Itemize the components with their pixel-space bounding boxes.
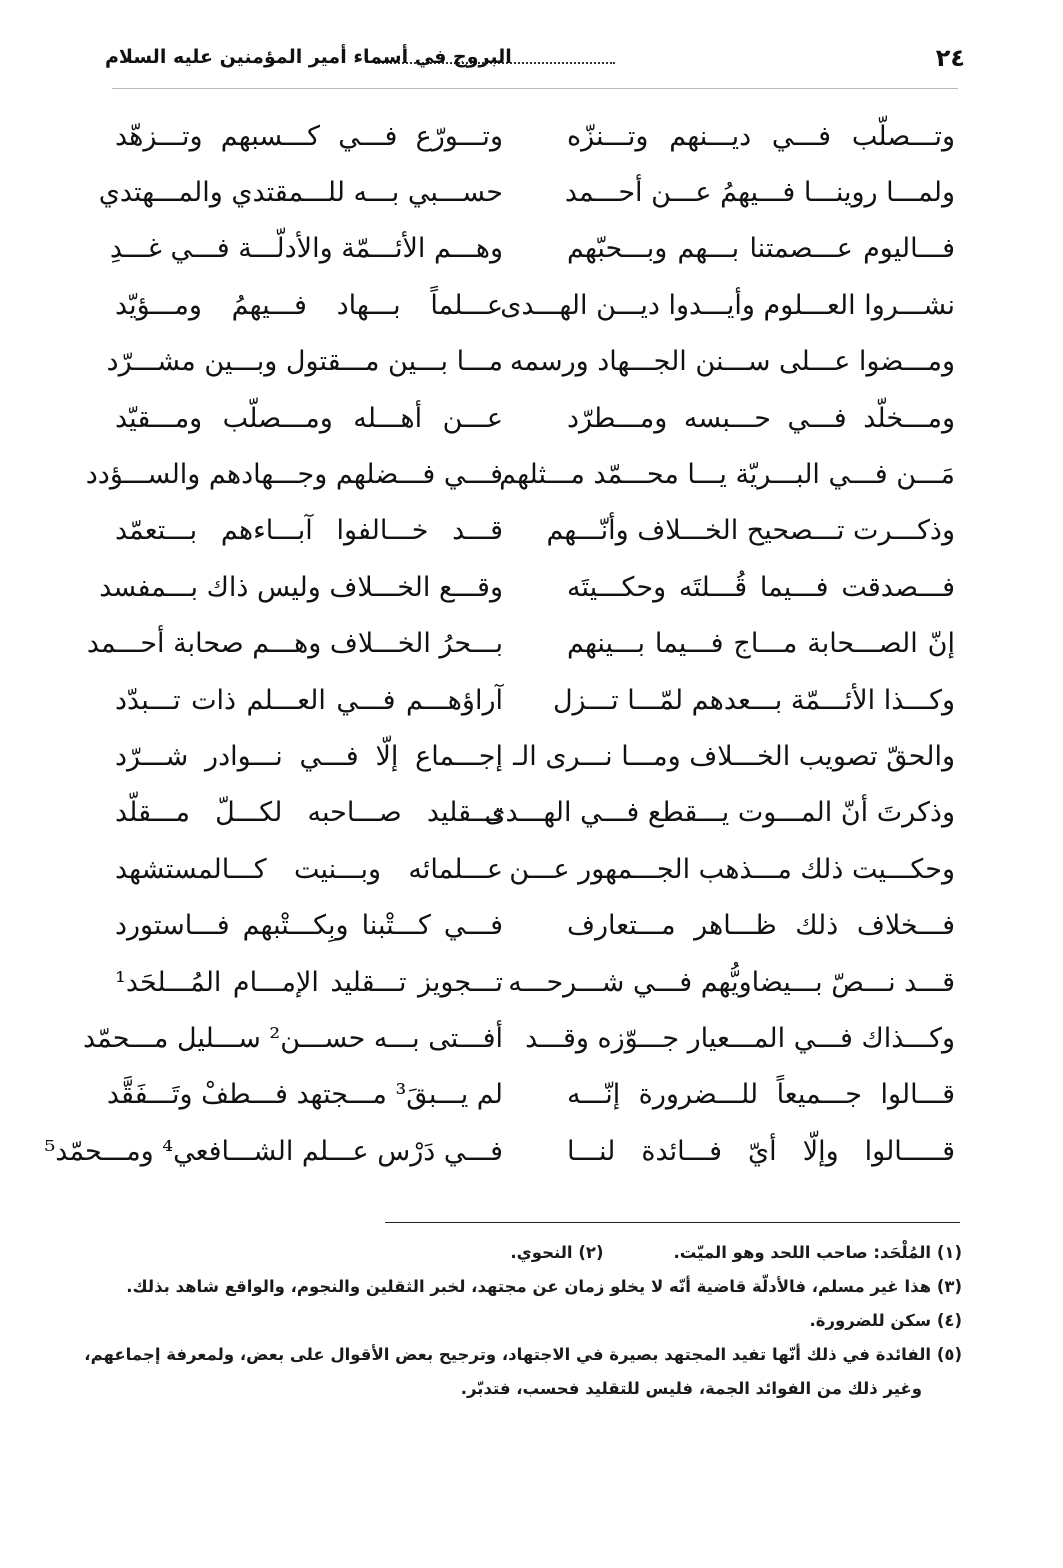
verse <box>82 1010 955 1066</box>
first-hemistich: ومـــضوا عـــلى ســـنن الجـــهاد ورسمه <box>509 346 955 378</box>
second-hemistich: فـــي كـــتْبنا وبِكـــتْبهم فـــاستورد <box>115 910 503 942</box>
footnote-4: (٤) سكن للضرورة. <box>809 1311 962 1330</box>
verse <box>85 446 955 502</box>
second-hemistich: وهـــم الأئـــمّة والأدلّـــة فـــي غـــدِ <box>109 233 503 265</box>
first-hemistich: نشـــروا العـــلوم وأيـــدوا ديـــن الهـــدى <box>500 289 955 321</box>
first-hemistich: وتـــصلّب فـــي ديـــنهم وتـــنزّه <box>567 120 955 152</box>
verse <box>115 672 955 728</box>
second-hemistich: قـــد خـــالفوا آبـــاءهم بـــتعمّد <box>115 515 503 547</box>
verse <box>106 334 955 390</box>
footnote-2: (٢) النحوي. <box>510 1243 604 1262</box>
verse <box>109 221 955 277</box>
verse <box>99 559 955 615</box>
footnotes <box>84 1236 962 1406</box>
verse <box>115 503 955 559</box>
poem <box>44 108 955 1179</box>
verse <box>115 277 955 333</box>
second-hemistich: عـــلماً بـــهاد فـــيهمُ ومـــؤيّد <box>115 289 503 321</box>
verse <box>115 390 955 446</box>
footnote-separator <box>385 1222 960 1223</box>
first-hemistich: ولمـــا روينـــا فـــيهمُ عـــن أحـــمد <box>564 177 955 209</box>
verse <box>115 897 955 953</box>
second-hemistich: فـــي فـــضلهم وجـــهادهم والســـؤدد <box>85 459 503 491</box>
first-hemistich: قـــد نـــصّ بـــيضاويُّهم فـــي شـــرحـــه <box>508 966 955 998</box>
footnote-row <box>100 1236 962 1270</box>
second-hemistich: تـــقليد صـــاحبه لكـــلّ مـــقلّد <box>115 797 503 829</box>
footnote-3: (٣) هذا غير مسلم، فالأدلّة قاضية أنّه لا يخلو زمان عن مجتهد، لخبر الثقلين والنجوم، والواقع شاهد بذلك. <box>126 1277 962 1296</box>
second-hemistich: مـــا بـــين مـــقتول وبـــين مشـــرّد <box>106 346 503 378</box>
verse <box>115 954 955 1010</box>
first-hemistich: وكـــذا الأئـــمّة بـــعدهم لمّـــا تـــزل <box>552 684 955 716</box>
page-number: ٢٤ <box>935 44 965 72</box>
first-hemistich: فـــصدقت فـــيما قُـــلتَه وحكـــيتَه <box>567 571 955 603</box>
first-hemistich: إنّ الصـــحابة مـــاج فـــيما بـــينهم <box>567 628 955 660</box>
verse <box>44 1123 955 1179</box>
second-hemistich: عـــلمائه وبـــنيت كـــالمستشهد <box>115 853 503 885</box>
first-hemistich: فـــاليوم عـــصمتنا بـــهم وبـــحبّهم <box>567 233 955 265</box>
second-hemistich: وتـــورّع فـــي كـــسبهم وتـــزهّد <box>115 120 503 152</box>
footnote-1: (١) المُلْحَد: صاحب اللحد وهو الميّت. <box>673 1243 962 1262</box>
verse <box>86 616 955 672</box>
first-hemistich: قـــالوا جـــميعاً للـــضرورة إنّـــه <box>567 1079 955 1111</box>
second-hemistich: فـــي دَرْس عـــلم الشـــافعي⁴ ومـــحمّد⁵ <box>44 1135 503 1167</box>
first-hemistich: والحقّ تصويب الخـــلاف ومـــا نـــرى الـ <box>513 740 955 772</box>
first-hemistich: وذكـــرت تـــصحيح الخـــلاف وأنّـــهم <box>546 515 955 547</box>
first-hemistich: ومـــخلّد فـــي حـــبسه ومـــطرّد <box>567 402 955 434</box>
first-hemistich: وذكرتَ أنّ المـــوت يـــقطع فـــي الهـــدى <box>484 797 955 829</box>
second-hemistich: حســـبي بـــه للـــمقتدي والمـــهتدي <box>98 177 503 209</box>
second-hemistich: وقـــع الخـــلاف وليس ذاك بـــمفسد <box>99 571 503 603</box>
second-hemistich: بـــحرُ الخـــلاف وهـــم صحابة أحـــمد <box>86 628 503 660</box>
first-hemistich: قـــــالوا وإلّا أيّ فـــائدة لنـــا <box>567 1135 955 1167</box>
first-hemistich: وحكـــيت ذلك مـــذهب الجـــمهور عـــن <box>509 853 955 885</box>
running-header <box>105 44 965 84</box>
first-hemistich: فـــخلاف ذلك ظـــاهر مـــتعارف <box>567 910 955 942</box>
header-rule <box>112 88 958 89</box>
second-hemistich: آراؤهـــم فـــي العـــلم ذات تـــبدّد <box>115 684 503 716</box>
second-hemistich: عـــن أهـــله ومـــصلّب ومـــقيّد <box>115 402 503 434</box>
first-hemistich: مَـــن فـــي البـــريّة يـــا محـــمّد مـــثلهم <box>499 459 955 491</box>
second-hemistich: لم يـــبقَ³ مـــجتهد فـــطفْ وتَـــفَقَّد <box>106 1079 503 1111</box>
verse <box>115 841 955 897</box>
verse <box>115 108 955 164</box>
verse <box>115 785 955 841</box>
book-title: البروج في أسماء أمير المؤمنين عليه السلام <box>105 46 512 68</box>
first-hemistich: وكـــذاك فـــي المـــعيار جـــوّزه وقـــد <box>525 1022 955 1054</box>
footnote-5: (٥) الفائدة في ذلك أنّها تفيد المجتهد بصيرة في الاجتهاد، وترجيح بعض الأقوال على بعض، ولمعرفة إجماعهم، <box>84 1345 962 1364</box>
second-hemistich: أفـــتى بـــه حســـن² ســـليل مـــحمّد <box>82 1022 503 1054</box>
second-hemistich: إجـــماع إلّا فـــي نـــوادر شـــرّد <box>115 740 503 772</box>
verse <box>106 1067 955 1123</box>
second-hemistich: تـــجويز تـــقليد الإمـــام المُـــلحَد¹ <box>115 966 503 998</box>
verse <box>115 728 955 784</box>
verse <box>98 164 955 220</box>
footnote-5-continued: وغير ذلك من الفوائد الجمة، فليس للتقليد فحسب، فتدبّر. <box>460 1379 922 1398</box>
